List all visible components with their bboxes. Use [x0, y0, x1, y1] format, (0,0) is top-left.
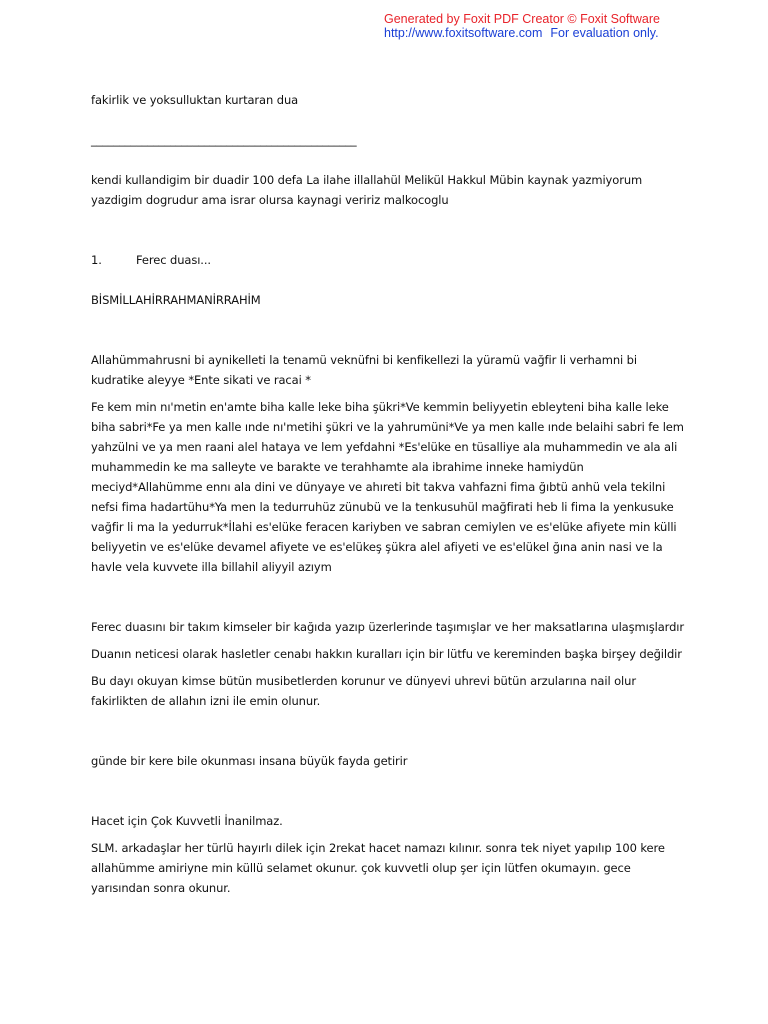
description-paragraph-3: Bu dayı okuyan kimse bütün musibetlerden korunur ve dünyevi uhrevi bütün arzularına nail olur fakirlikten de allahın izni ile emin olunur.	[91, 674, 636, 708]
list-label: Ferec duası...	[136, 253, 211, 267]
section-heading-hacet: Hacet için Çok Kuvvetli İnanilmaz.	[91, 814, 283, 828]
document-body	[91, 90, 691, 898]
hacet-paragraph: SLM. arkadaşlar her türlü hayırlı dilek için 2rekat hacet namazı kılınır. sonra tek niyet yapılıp 100 kere allahümme amiriyne min küllü selamet okunur. çok kuvvetli olup şer için lütfen okumayın. gece yarısından sonra okunur.	[91, 841, 665, 895]
description-paragraph-1: Ferec duasını bir takım kimseler bir kağıda yazıp üzerlerinde taşımışlar ve her maksatlarına ulaşmışlardır	[91, 620, 684, 634]
prayer-paragraph-1: Allahümmahrusni bi aynikelleti la tenamü veknüfni bi kenfikellezi la yüramü vağfir li verhamni bi kudratike aleyye *Ente sikati ve racai *	[91, 353, 637, 387]
watermark-generated-by: Generated by Foxit PDF Creator © Foxit Software	[384, 12, 660, 26]
watermark-url: http://www.foxitsoftware.com	[384, 26, 543, 40]
watermark-url-line	[384, 26, 684, 40]
intro-paragraph: kendi kullandigim bir duadir 100 defa La ilahe illallahül Melikül Hakkul Mübin kaynak yazmiyorum yazdigim dogrudur ama israr olursa kaynagi veririz malkocoglu	[91, 173, 643, 207]
numbered-list-item	[91, 250, 691, 270]
document-title: fakirlik ve yoksulluktan kurtaran dua	[91, 93, 299, 107]
list-number: 1.	[91, 253, 102, 267]
pdf-creator-watermark	[384, 12, 684, 40]
basmala-heading: BİSMİLLAHİRRAHMANİRRAHİM	[91, 293, 261, 307]
description-paragraph-4: günde bir kere bile okunması insana büyük fayda getirir	[91, 754, 408, 768]
prayer-paragraph-2: Fe kem min nı'metin en'amte biha kalle leke biha şükri*Ve kemmin beliyyetin ebleyteni biha kalle leke biha sabri*Fe ya men kalle ınde nı'metihi şükri ve la yahrumüni*Ve ya men kalle ınde belaihi sabri fe lem yahzülni ve ya men raani alel hataya ve lem yefdahni *Es'elüke en tüsalliye ala muhammedin ve ala ali muhammedin ke ma salleyte ve barakte ve terahhamte ala ibrahime inneke hamiydün meciyd*Allahümme ennı ala dini ve dünyaye ve ahıreti bit takva vahfazni fima ğıbtü anhü vela tekilni nefsi fima hadartühu*Ya men la tedurruhüz zünubü ve la tenkusuhül mağfirati heb li fima la yenkusuke vağfir li ma la yedurruk*İlahi es'elüke feracen kariyben ve sabran cemiylen ve es'elüke afiyete min külli beliyyetin ve es'elüke devamel afiyete ve es'elükeş şükra alel afiyeti ve es'elükel ğına anin nasi ve la havle vela kuvvete illa billahil aliyyil azıym	[91, 400, 684, 574]
watermark-evaluation-note: For evaluation only.	[550, 26, 659, 40]
separator-rule: _______________________________________________	[91, 133, 357, 147]
description-paragraph-2: Duanın neticesi olarak hasletler cenabı hakkın kuralları için bir lütfu ve kereminden başka birşey değildir	[91, 647, 682, 661]
